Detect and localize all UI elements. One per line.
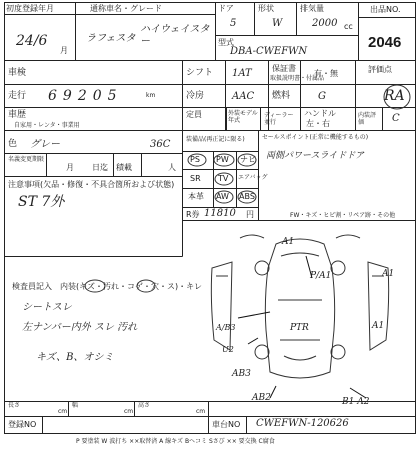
equipment-label: 装備品(再正記に限る): [186, 136, 245, 143]
color-value: グレー: [30, 139, 60, 150]
name-change-month: 月: [66, 163, 74, 172]
damage-mark: A1: [382, 269, 395, 279]
fuel-value: G: [318, 91, 326, 102]
model-grade-label: 通称車名・グレード: [90, 4, 162, 13]
name-change-day: 日迄: [92, 163, 108, 172]
exterior-model-label: 外装モデル年式: [228, 110, 258, 124]
length-label: 長さ: [8, 402, 21, 409]
width-label: 幅: [72, 402, 79, 409]
type-value: DBA-CWEFWN: [230, 46, 308, 57]
inspector-note-2: 左ナンバー内外 スレ 汚れ: [22, 322, 138, 333]
sales-point-label: セールスポイント(正常に機能するもの): [262, 134, 369, 141]
handle-label: ハンドル: [304, 109, 336, 118]
displacement-unit: cc: [344, 22, 353, 31]
height-unit: cm: [196, 408, 206, 415]
damage-code-legend: P 要塗装 W 波打ち ××取替済 A 線キズ Bヘコミ Sさび ×× 要交換 C腐食: [76, 438, 275, 445]
warranty-label: 保証書: [272, 64, 296, 73]
equipment-leather: 本革: [188, 192, 204, 201]
interior-rating-label: 内装評価: [358, 112, 377, 126]
equipment-aw: AW: [216, 192, 229, 201]
type-label: 型式: [218, 38, 234, 47]
warranty-sub: 取扱説明書・付属品: [270, 75, 325, 82]
inspector-label: 検査員記入: [12, 282, 52, 291]
rating-label: 評価点: [368, 65, 392, 74]
history-sub: 自家用・レンタ・事業用: [14, 122, 80, 129]
ac-label: 冷房: [186, 91, 205, 101]
shift-value: 1AT: [232, 68, 252, 79]
damage-mark: B1 A2: [342, 397, 370, 407]
ac-value: AAC: [232, 91, 255, 102]
interior-rating-value: C: [392, 113, 400, 124]
damage-legend-header: FW・キズ・ヒビ割・リペア跡・その他: [290, 212, 396, 219]
damage-mark: A/B3: [216, 323, 236, 332]
dealer-label: ディーラー並行: [264, 112, 294, 126]
first-registration-month-suffix: 月: [60, 46, 68, 55]
damage-mark: PTR: [290, 323, 309, 333]
damage-mark: U2: [222, 345, 234, 354]
damage-mark: A1: [282, 237, 295, 247]
chassis-number-label: 車台NO: [212, 420, 241, 429]
capacity-unit: 人: [168, 163, 176, 172]
shift-label: シフト: [186, 68, 214, 78]
equipment-ps: PS: [190, 155, 200, 164]
inspection-label: 車検: [8, 68, 27, 78]
equipment-navi: ナビ: [240, 155, 256, 164]
first-registration-value: 24/6: [16, 33, 48, 49]
displacement-value: 2000: [312, 18, 338, 29]
doors-label: ドア: [218, 4, 234, 13]
warranty-value: 有・無: [314, 69, 338, 78]
history-label: 車歴: [8, 110, 27, 120]
mileage-label: 走行: [8, 91, 27, 101]
listing-number-label: 出品NO.: [370, 5, 401, 14]
loaded-label: 積載: [116, 163, 132, 172]
registration-number-label: 登録NO: [8, 420, 37, 429]
recycle-label: R券: [186, 210, 200, 219]
fuel-label: 燃料: [272, 91, 291, 101]
mileage-value: 69205: [48, 88, 123, 104]
mileage-unit: km: [146, 92, 156, 99]
inspector-note-3: キズ、B、オシミ: [36, 352, 114, 363]
inspector-options: 内装(キズ・汚れ・コゲ・穴・ス)・キレ: [60, 282, 203, 291]
caution-value: ST 7外: [18, 194, 65, 210]
equipment-abs: ABS: [239, 192, 255, 201]
grade: ハイウェイスター: [140, 24, 210, 47]
displacement-label: 排気量: [300, 4, 324, 13]
capacity-label: 定員: [186, 110, 202, 119]
equipment-sr: SR: [190, 174, 201, 183]
model-name: ラフェスタ: [86, 33, 136, 44]
recycle-value: 11810: [204, 208, 236, 219]
shape-value: W: [272, 18, 283, 29]
damage-mark: AB2: [252, 393, 271, 403]
rating-value: RA: [384, 88, 405, 104]
listing-number: 2046: [368, 34, 402, 51]
height-label: 高さ: [138, 402, 151, 409]
color-label: 色: [8, 139, 18, 149]
width-unit: cm: [124, 408, 134, 415]
damage-mark: A1: [372, 321, 385, 331]
damage-mark: AB3: [232, 369, 251, 379]
doors-value: 5: [230, 18, 237, 29]
equipment-tv: TV: [218, 174, 229, 183]
caution-label: 注意事項(欠品・修復・不具合箇所および状態): [8, 180, 175, 189]
sales-point-value: 両側パワースライドドア: [266, 151, 365, 161]
chassis-number-value: CWEFWN-120626: [256, 418, 349, 429]
color-code: 36C: [150, 139, 171, 150]
name-change-label: 名義変更期限: [8, 156, 45, 163]
inspector-note-1: シートスレ: [22, 302, 72, 313]
length-unit: cm: [58, 408, 68, 415]
handle-value: 左・右: [306, 119, 330, 128]
first-registration-label: 初度登録年月: [6, 4, 54, 13]
equipment-airbag: エアバッグ: [238, 174, 268, 181]
equipment-pw: PW: [216, 155, 229, 164]
damage-mark: P/A1: [310, 271, 332, 281]
recycle-unit: 円: [246, 210, 254, 219]
shape-label: 形状: [258, 4, 274, 13]
